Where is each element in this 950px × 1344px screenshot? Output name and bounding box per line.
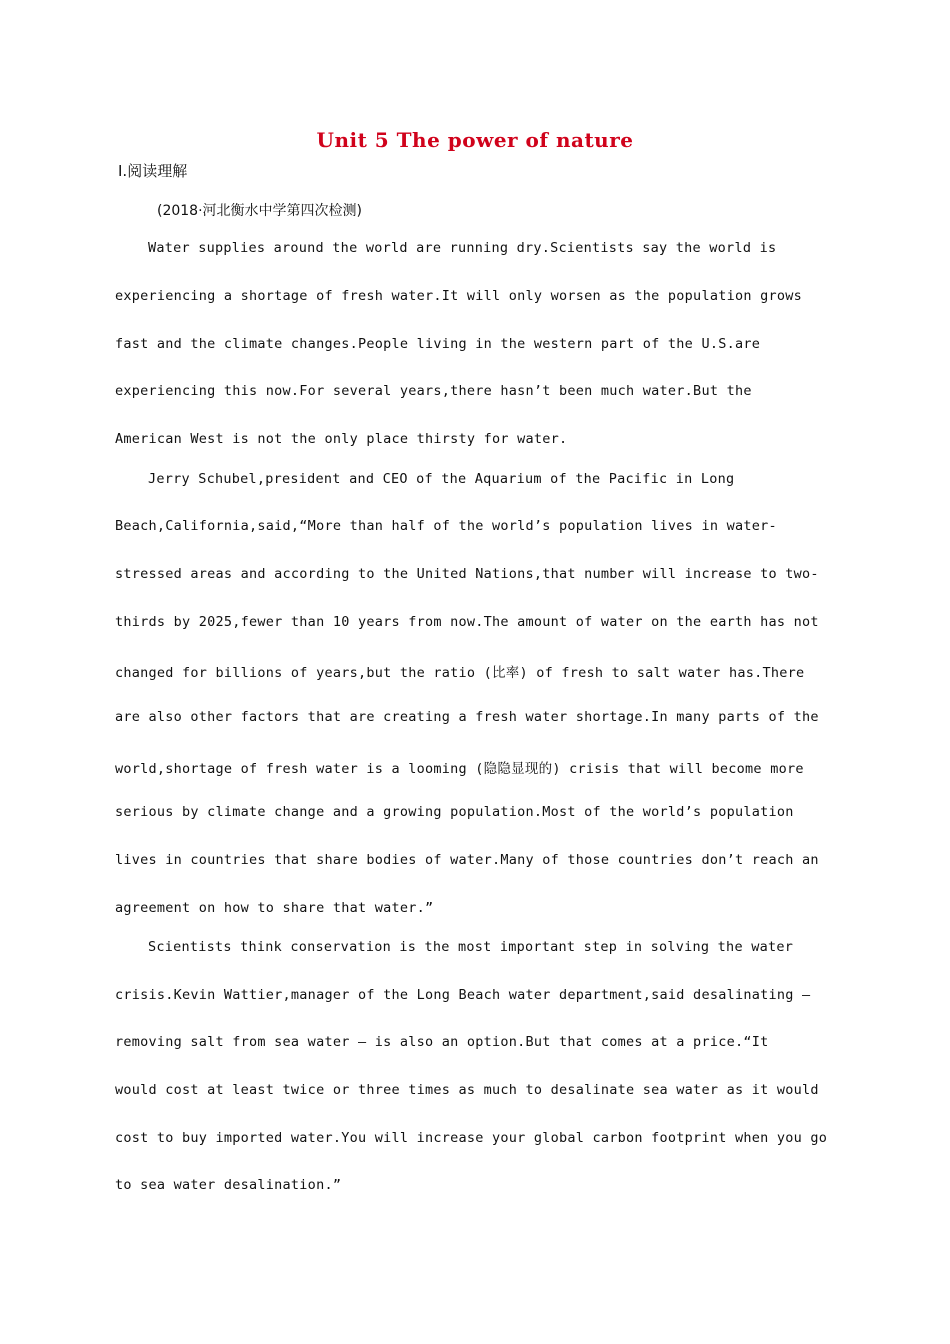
paragraph-3-line-5: cost to buy imported water.You will increase your global carbon footprint when you go [115,1130,828,1146]
paragraph-2-line-9: lives in countries that share bodies of water.Many of those countries don’t reach an [115,852,819,868]
paragraph-3-line-2: crisis.Kevin Wattier,manager of the Long Beach water department,said desalinating — [115,987,811,1003]
source-citation: (2018·河北衡水中学第四次检测) [157,203,363,219]
unit-title: Unit 5 The power of nature [316,128,634,152]
paragraph-2-line-5: changed for billions of years,but the ratio (比率) of fresh to salt water has.There [115,665,805,681]
paragraph-3-line-6: to sea water desalination.” [115,1177,342,1193]
paragraph-3-line-4: would cost at least twice or three times as much to desalinate sea water as it would [115,1082,819,1098]
paragraph-3-line-3: removing salt from sea water — is also an option.But that comes at a price.“It [115,1034,769,1050]
paragraph-2-line-3: stressed areas and according to the United Nations,that number will increase to two- [115,566,819,582]
paragraph-2-line-7: world,shortage of fresh water is a looming (隐隐显现的) crisis that will become more [115,761,804,777]
paragraph-1-line-4: experiencing this now.For several years,there hasn’t been much water.But the [115,383,752,399]
paragraph-2-line-1: Jerry Schubel,president and CEO of the Aquarium of the Pacific in Long [148,471,735,487]
paragraph-2-line-8: serious by climate change and a growing population.Most of the world’s population [115,804,794,820]
paragraph-2-line-6: are also other factors that are creating a fresh water shortage.In many parts of the [115,709,819,725]
paragraph-2-line-2: Beach,California,said,“More than half of the world’s population lives in water- [115,518,777,534]
paragraph-2-line-10: agreement on how to share that water.” [115,900,434,916]
section-label: Ⅰ.阅读理解 [118,162,188,180]
paragraph-3-line-1: Scientists think conservation is the most important step in solving the water [148,939,794,955]
paragraph-2-line-4: thirds by 2025,fewer than 10 years from now.The amount of water on the earth has not [115,614,819,630]
paragraph-1-line-3: fast and the climate changes.People living in the western part of the U.S.are [115,336,761,352]
paragraph-1-line-2: experiencing a shortage of fresh water.It will only worsen as the population grows [115,288,802,304]
paragraph-1-line-1: Water supplies around the world are running dry.Scientists say the world is [148,240,777,256]
paragraph-1-line-5: American West is not the only place thirsty for water. [115,431,568,447]
